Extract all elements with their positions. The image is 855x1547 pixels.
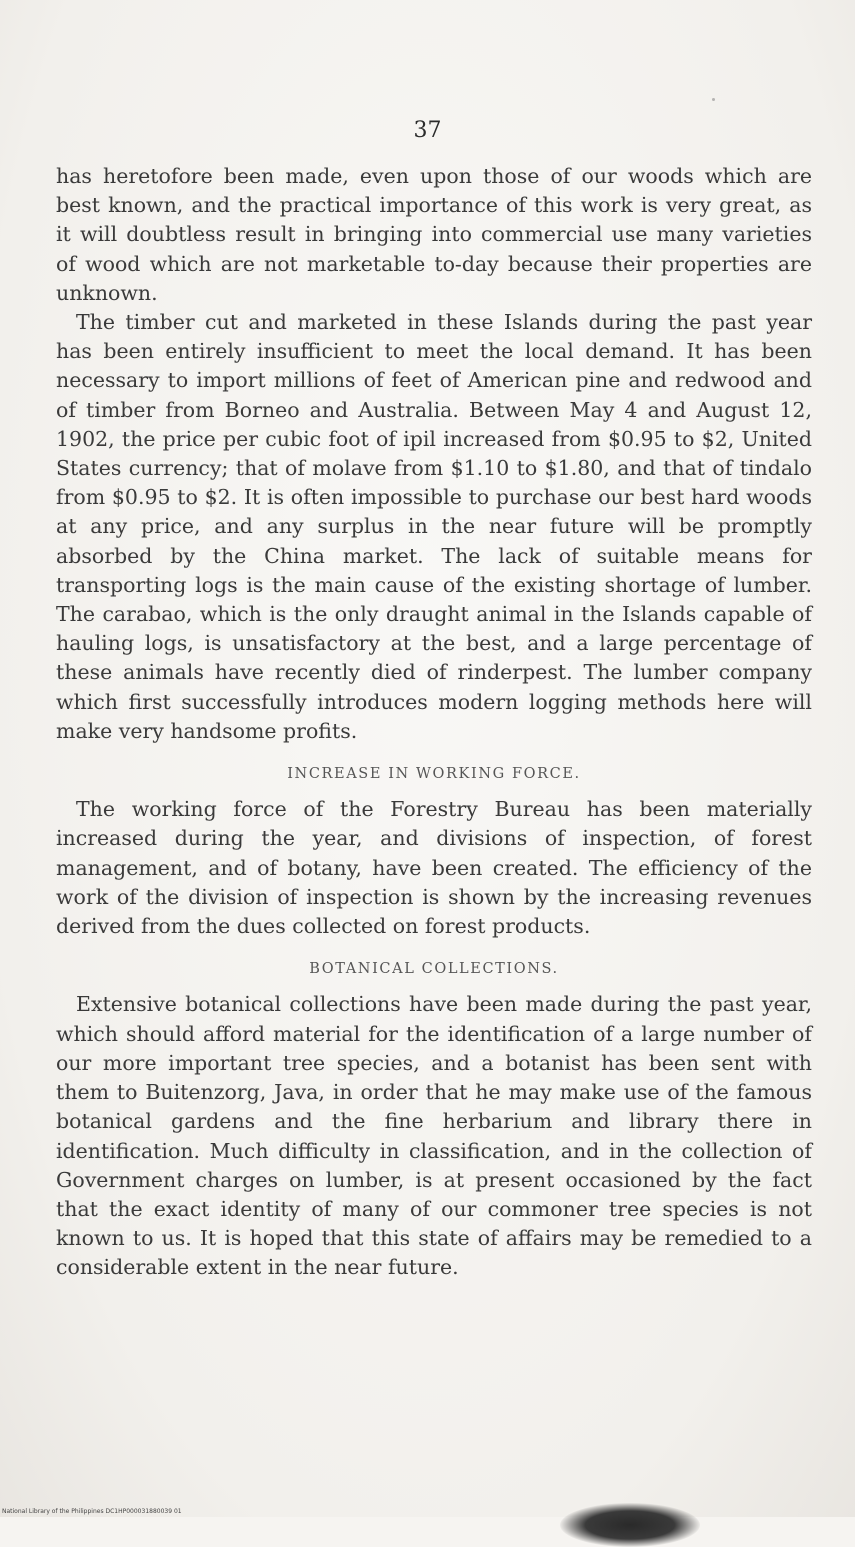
body-text bbox=[56, 162, 812, 1283]
paragraph-continuation: has heretofore been made, even upon those of our woods which are best known, and the practical importance of this work is very great, as it will doubtless result in bringing into commercial use many varieties of wood which are not marketable to-day because their properties are unknown. bbox=[56, 164, 812, 305]
page-number: 37 bbox=[413, 118, 442, 143]
paragraph-botanical-collections: Extensive botanical collections have been made during the past year, which should afford material for the identification of a large number of our more important tree species, and a botanist has been sent with them to Buitenzorg, Java, in order that he may make use of the famous botanical gardens and the fine herbarium and library there in identification. Much difficulty in classification, and in the collection of Government charges on lumber, is at present occasioned by the fact that the exact identity of many of our commoner tree species is not known to us. It is hoped that this state of affairs may be remedied to a considerable extent in the near future. bbox=[56, 992, 812, 1280]
paragraph-timber-market: The timber cut and marketed in these Islands during the past year has been entirely insufficient to meet the local demand. It has been necessary to import millions of feet of American pine and redwood and of timber from Borneo and Australia. Between May 4 and August 12, 1902, the price per cubic foot of ipil increased from $0.95 to $2, United States currency; that of molave from $1.10 to $1.80, and that of tindalo from $0.95 to $2. It is often impossible to purchase our best hard woods at any price, and any surplus in the near future will be promptly absorbed by the China market. The lack of suitable means for transporting logs is the main cause of the existing shortage of lumber. The carabao, which is the only draught animal in the Islands capable of hauling logs, is unsatisfactory at the best, and a large percentage of these animals have recently died of rinderpest. The lumber company which first successfully introduces modern logging methods here will make very handsome profits. bbox=[56, 310, 812, 743]
section-heading-botanical-collections: BOTANICAL COLLECTIONS. bbox=[309, 961, 559, 978]
scan-edge-shadow bbox=[560, 1503, 700, 1547]
paragraph-working-force: The working force of the Forestry Bureau has been materially increased during the year, and divisions of inspection, of forest management, and of botany, have been created. The efficiency of the work of the division of inspection is shown by the increasing revenues derived from the dues collected on forest products. bbox=[56, 797, 812, 939]
scan-footer-note: National Library of the Philippines DC1HP000031880039 01 bbox=[2, 1508, 182, 1515]
section-heading-working-force: INCREASE IN WORKING FORCE. bbox=[287, 766, 581, 783]
paper-speck bbox=[712, 98, 715, 101]
